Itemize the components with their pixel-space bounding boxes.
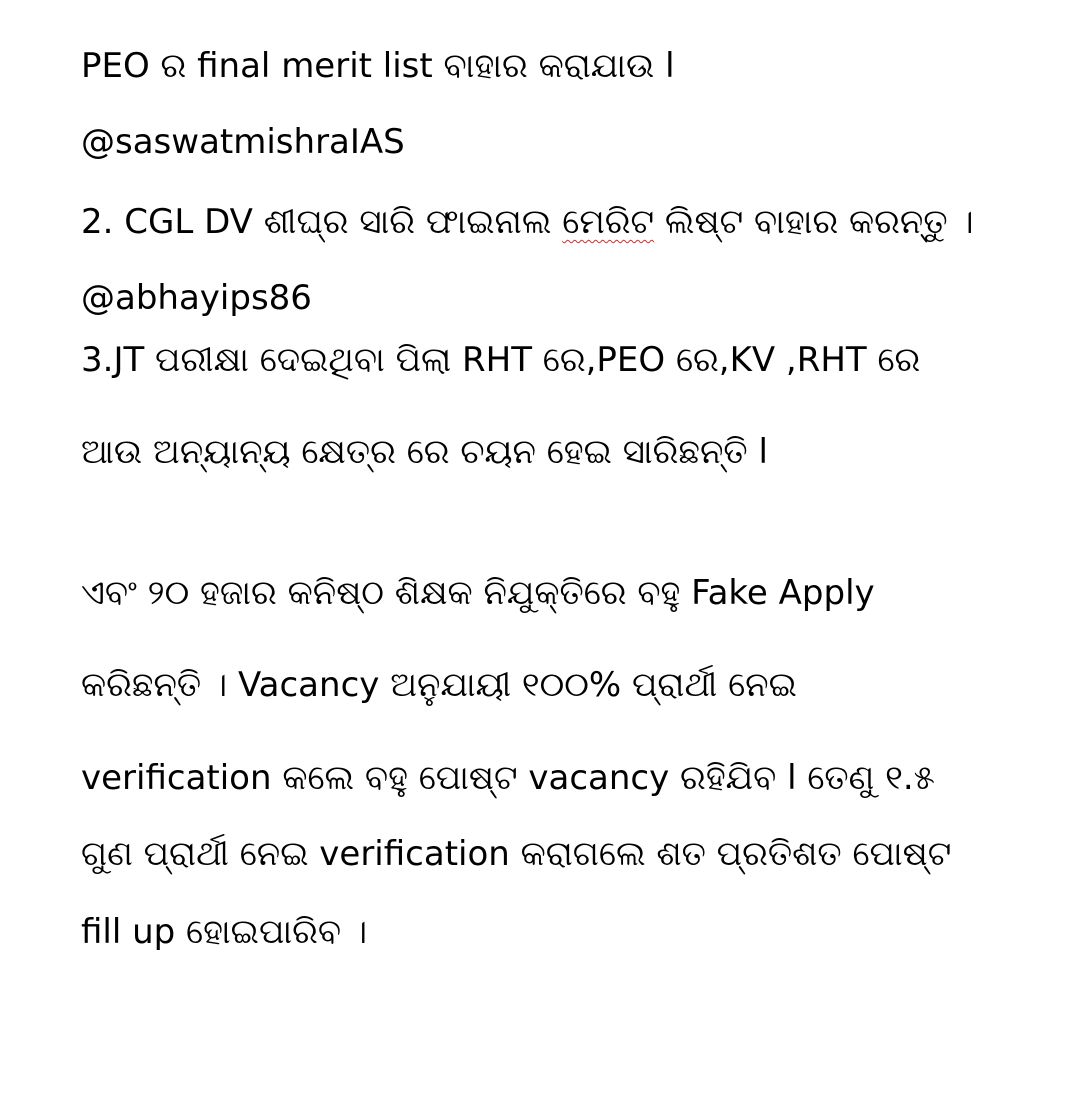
text-line-3-start: 2. CGL DV ଶୀଘ୍ର ସାରି ଫାଇନାଲ [81,202,563,242]
text-line-10: ଗୁଣ ପ୍ରାର୍ଥୀ ନେଇ verification କରାଗଲେ ଶତ ପ୍ରତିଶତ ପୋଷ୍ଟ [81,834,952,874]
text-line-7: ଏବଂ ୨୦ ହଜାର କନିଷ୍ଠ ଶିକ୍ଷକ ନିଯୁକ୍ତିରେ ବହୁ Fake Apply [81,573,875,613]
text-line-4: @abhayips86 [81,278,312,318]
text-line-6: ଆଉ ଅନ୍ୟାନ୍ୟ କ୍ଷେତ୍ର ରେ ଚୟନ ହେଇ ସାରିଛନ୍ତି l [81,432,768,472]
text-line-9: verification କଲେ ବହୁ ପୋଷ୍ଟ vacancy ରହିଯିବ l ତେଣୁ ୧.୫ [81,758,935,798]
text-line-3-end: ଲିଷ୍ଟ ବାହାର କରନ୍ତୁ । [654,202,974,242]
text-line-1: PEO ର final merit list ବାହାର କରାଯାଉ l [81,46,675,86]
spellcheck-flagged-word: ମେରିଟ [562,202,655,242]
text-line-2: @saswatmishraIAS [81,122,405,162]
text-line-3 [81,200,1041,244]
text-line-8: କରିଛନ୍ତି । Vacancy ଅନୁଯାୟୀ ୧୦୦% ପ୍ରାର୍ଥୀ ନେଇ [81,665,797,705]
text-line-5: 3.JT ପରୀକ୍ଷା ଦେଇଥିବା ପିଲା RHT ରେ,PEO ରେ,KV ,RHT ରେ [81,340,921,380]
text-line-11: fill up ହୋଇପାରିବ । [81,912,368,952]
